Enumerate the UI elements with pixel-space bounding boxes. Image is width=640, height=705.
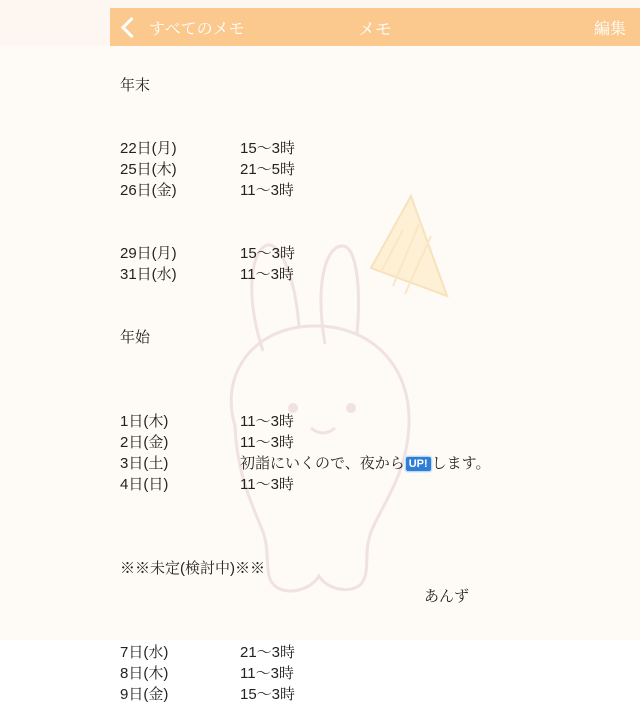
entry-date: 26日(金) (120, 182, 177, 199)
entry-date: 25日(木) (120, 161, 177, 178)
entry-date: 29日(月) (120, 245, 177, 262)
note-line (0, 558, 640, 579)
section-heading-year-end: 年末 (120, 77, 151, 94)
up-badge[interactable]: UP! (405, 456, 432, 472)
entry-time: 11～3時 (240, 413, 294, 430)
entry-note (240, 453, 490, 474)
entry-date: 9日(金) (120, 686, 169, 703)
table-row (0, 138, 640, 159)
section-heading-undecided: ※※未定(検討中)※※ (120, 560, 265, 577)
signature: あんず (424, 588, 470, 605)
note-line (0, 75, 640, 96)
entry-time: 11～3時 (240, 476, 294, 493)
entry-note-tail: します。 (431, 455, 491, 472)
entry-time: 15～3時 (240, 245, 296, 262)
table-row (0, 180, 640, 201)
note-text-content[interactable] (0, 46, 640, 703)
entry-date: 4日(日) (120, 476, 169, 493)
table-row (0, 432, 640, 453)
note-line (0, 327, 640, 348)
entry-time: 21～5時 (240, 161, 296, 178)
entry-time: 15～3時 (240, 686, 296, 703)
entry-date: 8日(木) (120, 665, 169, 682)
entry-time: 15～3時 (240, 140, 296, 157)
entry-time: 11～3時 (240, 182, 294, 199)
table-row (0, 642, 640, 663)
table-row (0, 663, 640, 684)
entry-date: 1日(木) (120, 413, 169, 430)
entry-time: 21～3時 (240, 644, 296, 661)
table-row (0, 474, 640, 495)
entry-date: 7日(水) (120, 644, 169, 661)
entry-time: 11～3時 (240, 266, 294, 283)
back-button-label: すべてのメモ (149, 20, 245, 38)
back-button[interactable] (124, 16, 245, 39)
edit-button[interactable]: 編集 (593, 20, 626, 38)
entry-date: 3日(土) (120, 455, 169, 472)
table-row (0, 159, 640, 180)
table-row (0, 243, 640, 264)
table-row (0, 453, 640, 474)
note-body[interactable] (0, 46, 640, 703)
entry-date: 22日(月) (120, 140, 177, 157)
navigation-bar (110, 8, 640, 46)
entry-date: 2日(金) (120, 434, 169, 451)
chevron-left-icon (121, 16, 142, 37)
entry-date: 31日(水) (120, 266, 177, 283)
table-row (0, 684, 640, 705)
table-row (0, 264, 640, 285)
entry-note-text: 初詣にいくので、夜から (240, 455, 405, 472)
page-title: メモ (358, 19, 392, 39)
table-row (0, 411, 640, 432)
entry-time: 11～3時 (240, 434, 294, 451)
section-heading-new-year: 年始 (120, 329, 151, 346)
entry-time: 11～3時 (240, 665, 294, 682)
